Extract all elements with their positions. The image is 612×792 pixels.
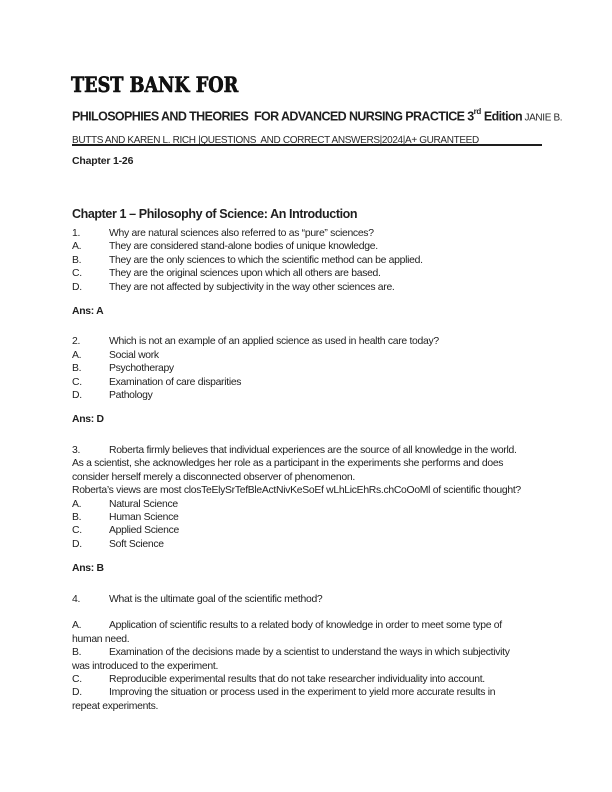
line-text: Human Science — [109, 511, 179, 523]
option-line — [72, 619, 554, 632]
continuation-line — [72, 660, 554, 673]
line-label: 4. — [72, 593, 81, 605]
question-line — [72, 444, 554, 457]
line-label: B. — [72, 511, 82, 523]
line-label: B. — [72, 647, 82, 659]
line-text: Examination of the decisions made by a scientist to understand the ways in which subjectivity — [109, 647, 510, 659]
line-text: What is the ultimate goal of the scientific method? — [109, 593, 323, 605]
answer-1: Ans: A — [72, 306, 104, 318]
line-label: C. — [72, 525, 82, 537]
line-text: They are the original sciences upon which all others are based. — [109, 268, 381, 280]
line-label: A. — [72, 498, 82, 510]
continuation-line — [72, 606, 554, 619]
line-label: A. — [72, 620, 82, 632]
line-text: Natural Science — [109, 498, 178, 510]
line-label: A. — [72, 349, 82, 361]
line-text: Roberta firmly believes that individual experiences are the source of all knowledge in the world. — [109, 444, 517, 456]
line-label: B. — [72, 254, 82, 266]
subtitle-segment: JANIE B. — [522, 112, 563, 124]
line-text: Examination of care disparities — [109, 376, 242, 388]
subtitle-segment: Edition — [481, 109, 523, 124]
continuation-line — [72, 471, 554, 484]
subtitle-line — [72, 101, 563, 128]
section-heading: Chapter 1 – Philosophy of Science: An Introduction — [72, 207, 358, 221]
question-1 — [72, 227, 554, 294]
subtitle-line — [72, 128, 554, 151]
line-text: Pathology — [109, 390, 153, 402]
question-3 — [72, 444, 554, 551]
line-text: Application of scientific results to a related body of knowledge in order to meet some type of — [109, 620, 502, 632]
option-line — [72, 686, 554, 699]
line-label: A. — [72, 241, 82, 253]
subtitle-segment: BUTTS AND KAREN L. RICH |QUESTIONS AND CORRECT ANSWERS|2024|A+ GURANTEED — [72, 135, 479, 147]
continuation-line — [72, 457, 554, 470]
question-line — [72, 227, 554, 240]
line-label: C. — [72, 673, 82, 685]
line-text: Applied Science — [109, 525, 180, 537]
continuation-line — [72, 484, 554, 497]
line-text: consider herself merely a disconnected observer of phenomenon. — [72, 471, 355, 483]
line-text: As a scientist, she acknowledges her role as a participant in the experiments she performs and does — [72, 458, 504, 470]
option-line — [72, 646, 554, 659]
question-line — [72, 593, 554, 606]
line-label: 3. — [72, 444, 81, 456]
continuation-line — [72, 700, 554, 713]
line-text: Social work — [109, 349, 159, 361]
option-line — [72, 511, 554, 524]
option-line — [72, 240, 554, 253]
line-text: Soft Science — [109, 538, 164, 550]
line-label: 2. — [72, 336, 81, 348]
divider-rule — [72, 144, 542, 146]
question-line — [72, 335, 554, 348]
line-label: B. — [72, 363, 82, 375]
document-title-banner: TEST BANK FOR — [71, 72, 239, 97]
question-4 — [72, 593, 554, 714]
option-line — [72, 673, 554, 686]
option-line — [72, 389, 554, 402]
line-label: D. — [72, 538, 82, 550]
subtitle-segment: PHILOSOPHIES AND THEORIES FOR ADVANCED NURSING PRACTICE 3 — [72, 109, 474, 124]
answer-2: Ans: D — [72, 414, 104, 426]
chapter-range: Chapter 1-26 — [72, 155, 134, 167]
line-text: They are considered stand-alone bodies of unique knowledge. — [109, 241, 378, 253]
line-label: C. — [72, 268, 82, 280]
line-label: 1. — [72, 228, 81, 239]
line-text: Why are natural sciences also referred to as “pure” sciences? — [109, 228, 374, 239]
question-2 — [72, 335, 554, 402]
option-line — [72, 376, 554, 389]
option-line — [72, 524, 554, 537]
line-text: Which is not an example of an applied science as used in health care today? — [109, 336, 439, 348]
subtitle-segment: rd — [473, 107, 481, 116]
line-label: C. — [72, 376, 82, 388]
line-text: They are not affected by subjectivity in the way other sciences are. — [109, 281, 395, 293]
option-line — [72, 254, 554, 267]
line-text: was introduced to the experiment. — [72, 660, 219, 672]
line-text: repeat experiments. — [72, 700, 159, 712]
line-text: human need. — [72, 633, 130, 645]
line-label: D. — [72, 281, 82, 293]
line-text: They are the only sciences to which the scientific method can be applied. — [109, 254, 423, 266]
line-text: Reproducible experimental results that do not take researcher individuality into account. — [109, 673, 485, 685]
line-label: D. — [72, 687, 82, 699]
line-text: Roberta’s views are most closTeElySrTefBleActNivKeSoEf wLhLicEhRs.chCoOoMl of scientific thought? — [72, 485, 521, 497]
option-line — [72, 281, 554, 294]
document-body — [72, 205, 554, 713]
line-label: D. — [72, 390, 82, 402]
line-text — [72, 606, 75, 619]
option-line — [72, 538, 554, 551]
option-line — [72, 498, 554, 511]
continuation-line — [72, 633, 554, 646]
option-line — [72, 362, 554, 375]
line-text: Improving the situation or process used in the experiment to yield more accurate results in — [109, 687, 496, 699]
line-text: Psychotherapy — [109, 363, 174, 375]
option-line — [72, 267, 554, 280]
option-line — [72, 349, 554, 362]
answer-3: Ans: B — [72, 563, 104, 575]
